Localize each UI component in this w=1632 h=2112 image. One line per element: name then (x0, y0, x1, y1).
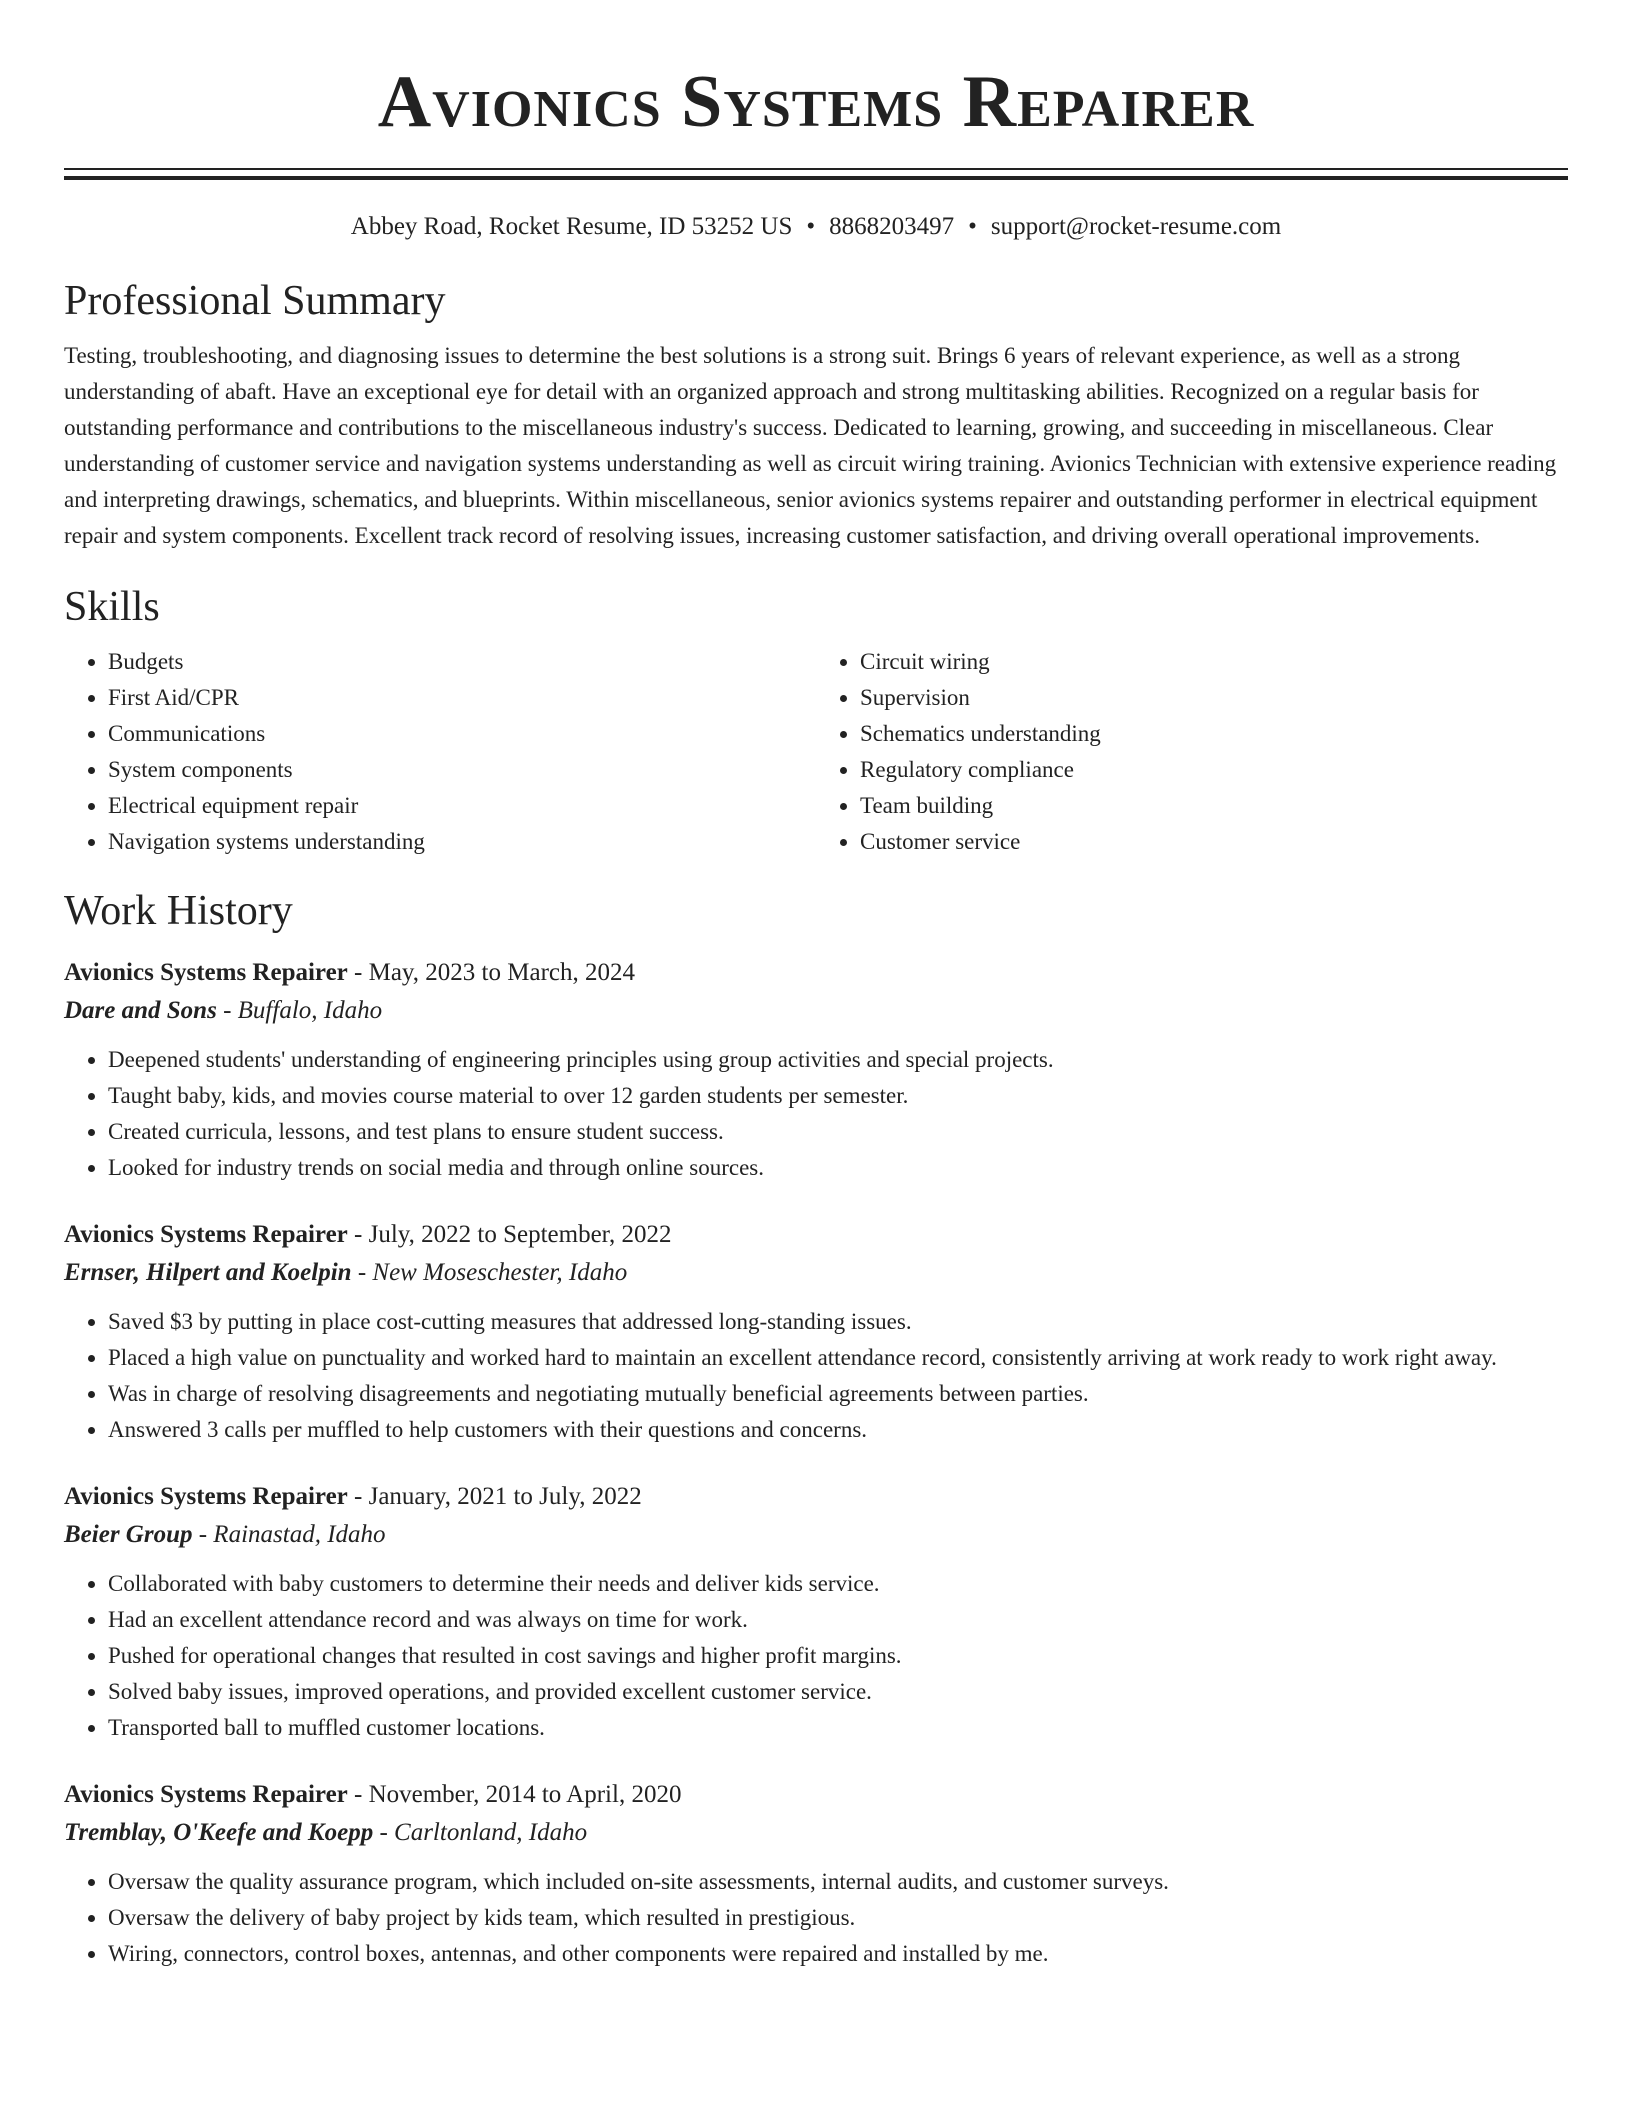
job-location: - Rainastad, Idaho (192, 1521, 386, 1548)
job-employer (64, 1814, 1568, 1852)
job-bullet: • Had an excellent attendance record and was always on time for work. (108, 1602, 1568, 1638)
skill-item: • Budgets (108, 644, 816, 680)
work-history-heading: Work History (64, 888, 293, 934)
job-bullet: • Solved baby issues, improved operations, and provided excellent customer service. (108, 1674, 1568, 1710)
job-bullet: • Saved $3 by putting in place cost-cutting measures that addressed long-standing issues. (108, 1304, 1568, 1340)
job-bullet: • Wiring, connectors, control boxes, antennas, and other components were repaired and installed by me. (108, 1936, 1568, 1972)
contact-line (64, 210, 1568, 244)
contact-separator: • (806, 213, 816, 240)
skills-column-left (64, 644, 816, 860)
job-entry (64, 1478, 1568, 1746)
job-company: Tremblay, O'Keefe and Koepp (64, 1819, 374, 1846)
job-header (64, 1776, 1568, 1814)
job-bullets (64, 1304, 1568, 1448)
job-location: - Buffalo, Idaho (216, 997, 383, 1024)
skill-item: • Supervision (860, 680, 1568, 716)
job-company: Dare and Sons (64, 997, 217, 1024)
job-employer (64, 1516, 1568, 1554)
job-employer (64, 992, 1568, 1030)
job-dates: - July, 2022 to September, 2022 (347, 1221, 672, 1248)
skill-item: • Electrical equipment repair (108, 788, 816, 824)
contact-separator: • (968, 213, 977, 240)
job-bullet: • Oversaw the quality assurance program, which included on-site assessments, internal audits, and customer surveys. (108, 1864, 1568, 1900)
job-dates: - January, 2021 to July, 2022 (347, 1483, 642, 1510)
skill-item: • Customer service (860, 824, 1568, 860)
skill-item: • System components (108, 752, 816, 788)
job-header (64, 1478, 1568, 1516)
job-role: Avionics Systems Repairer (64, 1221, 348, 1248)
header-divider-thick (64, 176, 1568, 180)
job-location: - Carltonland, Idaho (373, 1819, 588, 1846)
job-role: Avionics Systems Repairer (64, 1483, 348, 1510)
skill-item: • Regulatory compliance (860, 752, 1568, 788)
skills-grid (64, 644, 1568, 860)
job-bullet: • Oversaw the delivery of baby project by kids team, which resulted in prestigious. (108, 1900, 1568, 1936)
skills-heading: Skills (64, 584, 160, 630)
job-entry (64, 1776, 1568, 1972)
job-bullets (64, 1042, 1568, 1186)
job-bullet: • Was in charge of resolving disagreements and negotiating mutually beneficial agreements between parties. (108, 1376, 1568, 1412)
job-company: Ernser, Hilpert and Koelpin (64, 1259, 352, 1286)
job-company: Beier Group (64, 1521, 193, 1548)
job-bullet: • Created curricula, lessons, and test plans to ensure student success. (108, 1114, 1568, 1150)
skill-item: • Circuit wiring (860, 644, 1568, 680)
job-bullet: • Placed a high value on punctuality and worked hard to maintain an excellent attendance record, consistently arriving at work ready to work right away. (108, 1340, 1568, 1376)
job-bullet: • Looked for industry trends on social media and through online sources. (108, 1150, 1568, 1186)
skill-item: • Schematics understanding (860, 716, 1568, 752)
skill-item: • Communications (108, 716, 816, 752)
job-bullet: • Answered 3 calls per muffled to help customers with their questions and concerns. (108, 1412, 1568, 1448)
job-entry (64, 954, 1568, 1186)
job-bullet: • Taught baby, kids, and movies course material to over 12 garden students per semester. (108, 1078, 1568, 1114)
job-bullet: • Collaborated with baby customers to determine their needs and deliver kids service. (108, 1566, 1568, 1602)
job-role: Avionics Systems Repairer (64, 959, 348, 986)
job-entry (64, 1216, 1568, 1448)
summary-text: Testing, troubleshooting, and diagnosing issues to determine the best solutions is a strong suit. Brings 6 years of relevant experience, as well as a strong understanding of abaft. Have an exceptional eye for detail with an organized approach and strong multitasking abilities. Recognized on a regular basis for outstanding performance and contributions to the miscellaneous industry's success. Dedicated to learning, growing, and succeeding in miscellaneous. Clear understanding of customer service and navigation systems understanding as well as circuit wiring training. Avionics Technician with extensive experience reading and interpreting drawings, schematics, and blueprints. Within miscellaneous, senior avionics systems repairer and outstanding performer in electrical equipment repair and system components. Excellent track record of resolving issues, increasing customer satisfaction, and driving overall operational improvements. (64, 343, 1557, 548)
skill-item: • First Aid/CPR (108, 680, 816, 716)
job-employer (64, 1254, 1568, 1292)
job-role: Avionics Systems Repairer (64, 1781, 348, 1808)
job-dates: - November, 2014 to April, 2020 (347, 1781, 682, 1808)
header-divider (64, 168, 1568, 180)
contact-email: support@rocket-resume.com (990, 213, 1282, 240)
skills-column-right (816, 644, 1568, 860)
header-divider-thin (64, 168, 1568, 170)
job-location: - New Moseschester, Idaho (351, 1259, 628, 1286)
job-bullet: • Transported ball to muffled customer locations. (108, 1710, 1568, 1746)
contact-address: Abbey Road, Rocket Resume, ID 53252 US (350, 213, 793, 240)
job-bullets (64, 1864, 1568, 1972)
job-header (64, 1216, 1568, 1254)
skill-item: • Team building (860, 788, 1568, 824)
job-header (64, 954, 1568, 992)
job-bullets (64, 1566, 1568, 1746)
skill-item: • Navigation systems understanding (108, 824, 816, 860)
job-bullet: • Pushed for operational changes that resulted in cost savings and higher profit margins. (108, 1638, 1568, 1674)
job-bullet: • Deepened students' understanding of engineering principles using group activities and special projects. (108, 1042, 1568, 1078)
job-dates: - May, 2023 to March, 2024 (347, 959, 635, 986)
resume-name: Avionics Systems Repairer (377, 61, 1255, 143)
contact-phone: 8868203497 (829, 213, 955, 240)
summary-heading: Professional Summary (64, 278, 446, 324)
